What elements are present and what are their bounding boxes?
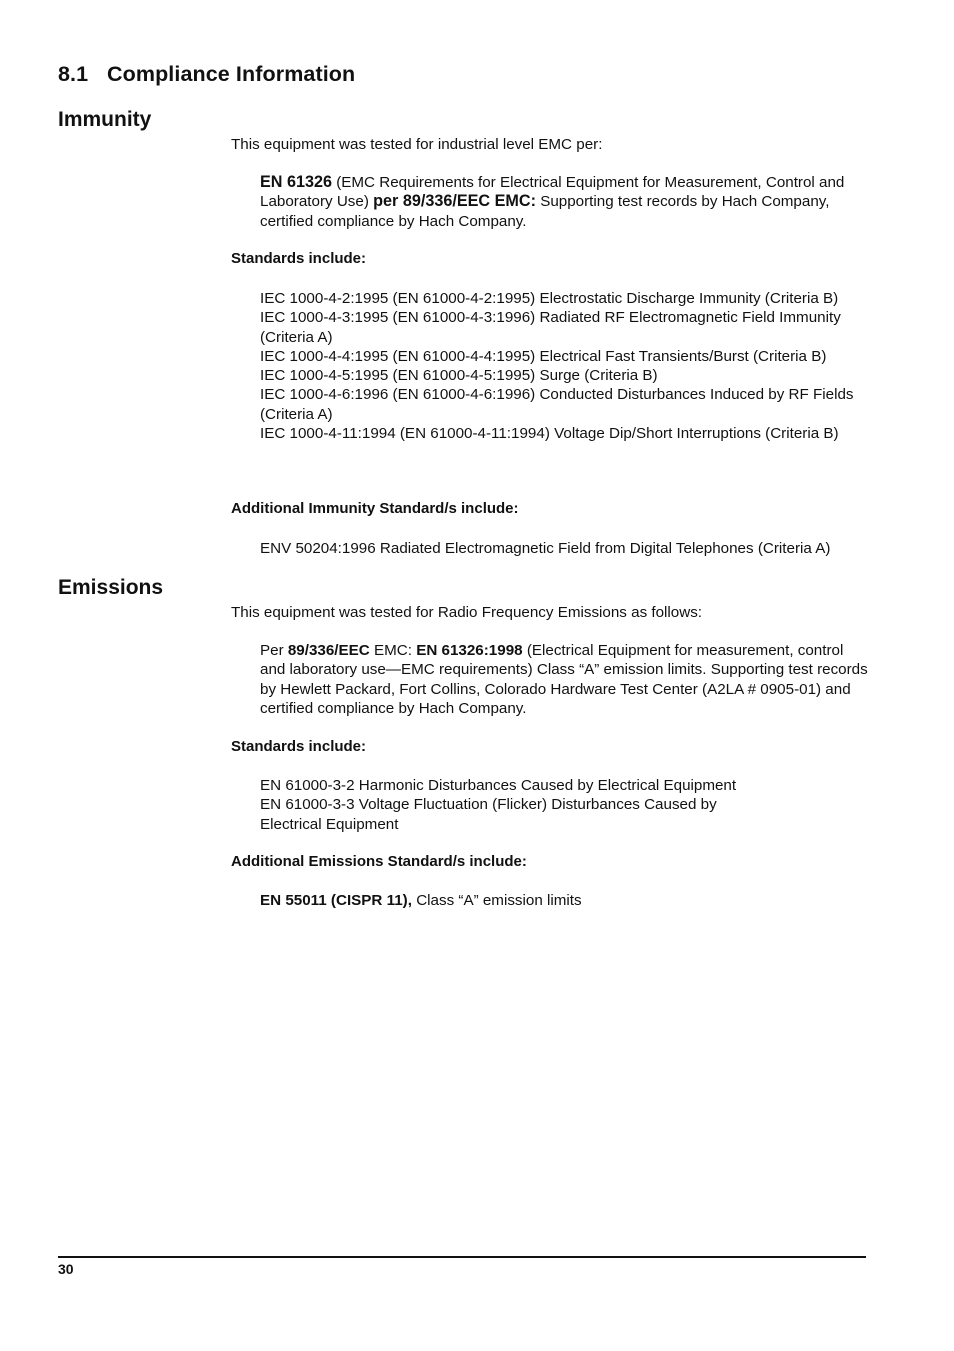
list-item: IEC 1000-4-6:1996 (EN 61000-4-6:1996) Conducted Disturbances Induced by RF Fields (Criteria A) <box>260 386 854 423</box>
immunity-standards-list <box>260 289 865 443</box>
immunity-additional-label: Additional Immunity Standard/s include: <box>231 500 519 517</box>
immunity-para-text-2: Supporting test records by Hach Company, certified compliance by Hach Company. <box>260 193 830 230</box>
emissions-para-text-1: EMC: <box>369 642 417 659</box>
immunity-std-eec: per 89/336/EEC EMC: <box>373 192 536 211</box>
immunity-std-en61326: EN 61326 <box>260 173 332 191</box>
emissions-additional-std-name: EN 55011 (CISPR 11), <box>260 892 412 909</box>
immunity-standards-label: Standards include: <box>231 250 367 267</box>
list-item: IEC 1000-4-4:1995 (EN 61000-4-4:1995) Electrical Fast Transients/Burst (Criteria B) <box>260 347 827 365</box>
immunity-intro: This equipment was tested for industrial level EMC per: <box>231 136 603 153</box>
section-title: Compliance Information <box>107 62 356 86</box>
page-number: 30 <box>58 1261 74 1277</box>
list-item: IEC 1000-4-2:1995 (EN 61000-4-2:1995) Electrostatic Discharge Immunity (Criteria B) <box>260 290 839 307</box>
immunity-additional-standard: ENV 50204:1996 Radiated Electromagnetic Field from Digital Telephones (Criteria A) <box>260 540 831 557</box>
emissions-para-text-0: Per <box>260 642 288 659</box>
list-item: IEC 1000-4-11:1994 (EN 61000-4-11:1994) Voltage Dip/Short Interruptions (Criteria B) <box>260 425 839 443</box>
emissions-intro: This equipment was tested for Radio Frequency Emissions as follows: <box>231 604 703 621</box>
immunity-heading: Immunity <box>58 108 152 131</box>
list-item: EN 61000-3-2 Harmonic Disturbances Caused by Electrical Equipment <box>260 777 737 794</box>
section-heading <box>58 62 355 87</box>
emissions-std-eec: 89/336/EEC <box>287 642 370 659</box>
emissions-additional-standard <box>260 891 870 910</box>
emissions-heading: Emissions <box>58 576 164 599</box>
immunity-paragraph <box>260 173 865 231</box>
emissions-paragraph <box>260 641 868 718</box>
footer-divider <box>58 1256 866 1258</box>
emissions-std-en61326: EN 61326:1998 <box>416 642 523 659</box>
section-number: 8.1 <box>58 62 89 86</box>
emissions-additional-std-text: Class “A” emission limits <box>411 892 582 909</box>
emissions-standards-label: Standards include: <box>231 738 367 755</box>
list-item: IEC 1000-4-3:1995 (EN 61000-4-3:1996) Radiated RF Electromagnetic Field Immunity (Criteria A) <box>260 309 841 346</box>
list-item: IEC 1000-4-5:1995 (EN 61000-4-5:1995) Surge (Criteria B) <box>260 367 658 385</box>
emissions-para-text-2: (Electrical Equipment for measurement, control and laboratory use—EMC requirements) Class “A” emission limits. Supporting test records by Hewlett Packard, Fort Collins, Colorado Hardware Test Center (A2LA # 0905-01) and certified compliance by Hach Company. <box>260 642 868 717</box>
emissions-additional-label: Additional Emissions Standard/s include: <box>231 853 527 870</box>
list-item: EN 61000-3-3 Voltage Fluctuation (Flicker) Disturbances Caused by Electrical Equipment <box>260 796 717 833</box>
emissions-standards-list <box>260 776 770 834</box>
immunity-para-text-1: (EMC Requirements for Electrical Equipment for Measurement, Control and Laboratory Use) <box>260 174 845 211</box>
